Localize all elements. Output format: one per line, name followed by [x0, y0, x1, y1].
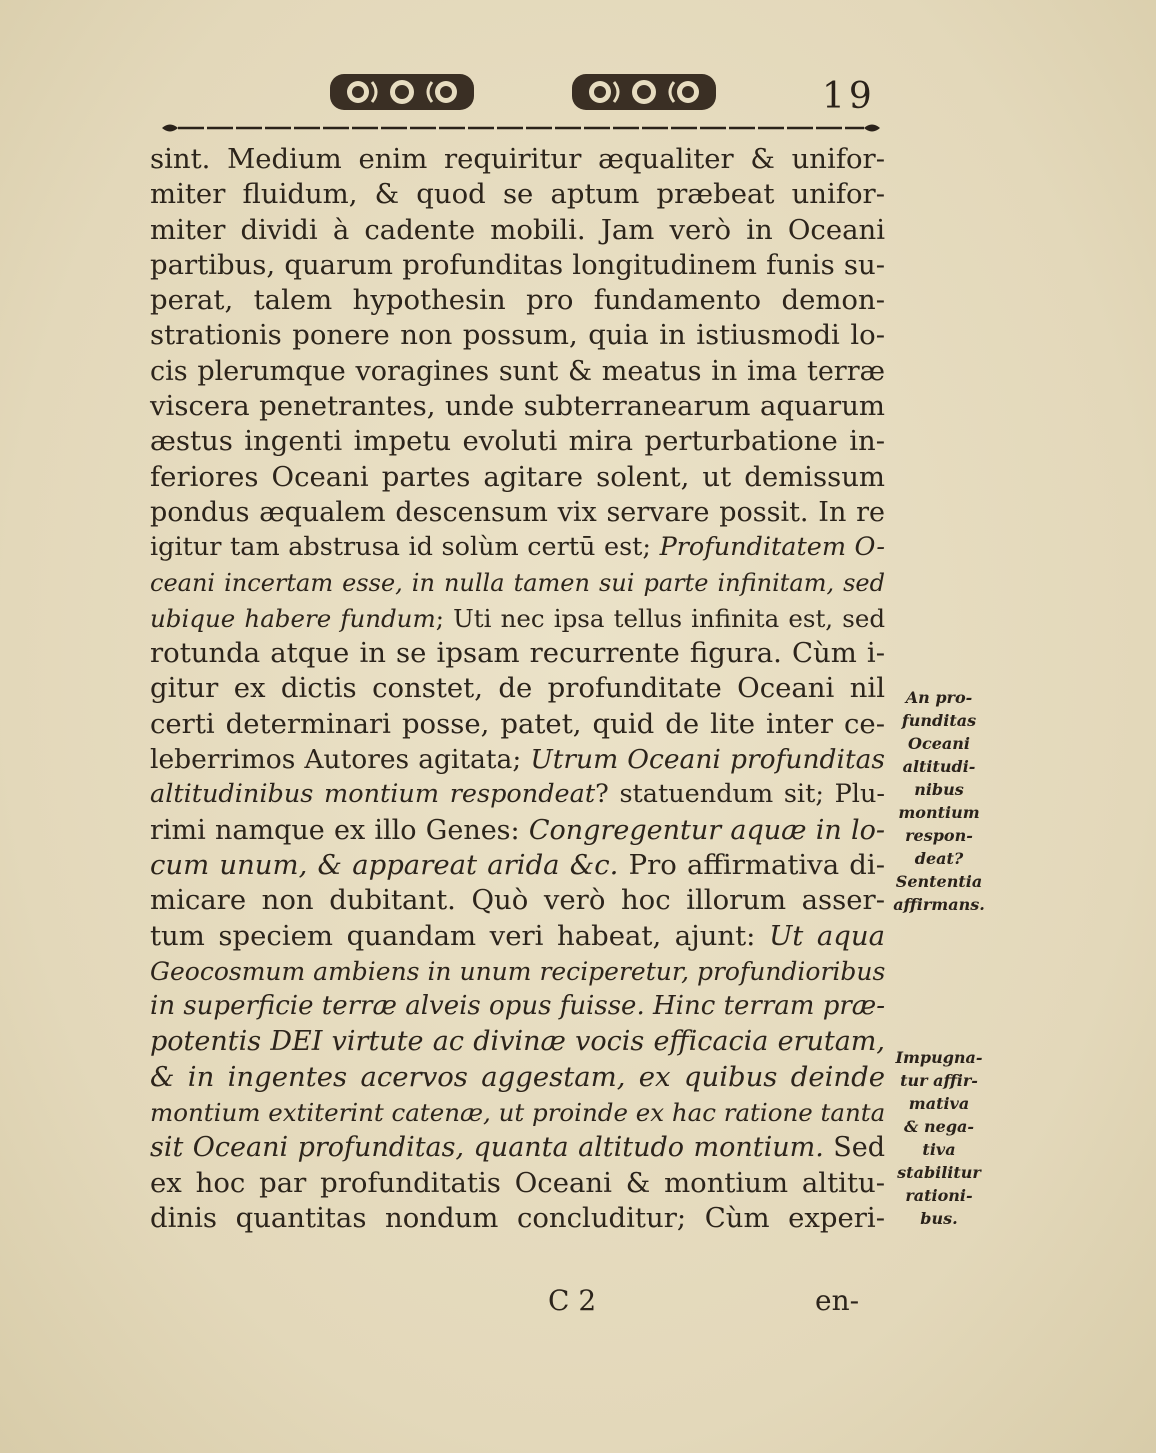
marginal-note-line: affirmans. — [893, 895, 985, 914]
text-line — [150, 424, 885, 459]
italic-text-run: in superficie terræ alveis opus fuisse. Hinc terram præ- — [150, 991, 885, 1022]
marginal-note — [884, 1046, 994, 1230]
italic-text-run: Geocosmum ambiens in unum reciperetur, profundioribus — [150, 956, 886, 986]
text-line — [150, 1095, 885, 1130]
text-run: pondus æqualem descensum vix servare possit. In re — [150, 496, 885, 528]
right-ornament-icon — [570, 68, 718, 116]
text-run: viscera penetrantes, unde subterranearum aquarum — [150, 390, 885, 423]
text-run: strationis ponere non possum, quia in istiusmodi lo- — [150, 319, 885, 352]
text-line — [150, 1130, 885, 1165]
italic-text-run: altitudinibus montium respondeat — [150, 779, 596, 810]
italic-text-run: Congregentur aquæ in lo- — [528, 814, 885, 846]
text-line — [150, 142, 885, 177]
text-run: cis plerumque voragines sunt & meatus in ima terræ — [150, 355, 885, 387]
text-line — [150, 1024, 885, 1059]
text-run: certi determinari posse, patet, quid de lite inter ce- — [150, 707, 885, 740]
text-line — [150, 495, 885, 530]
text-line — [150, 248, 885, 283]
italic-text-run: potentis DEI virtute ac divinæ vocis efficacia erutam, — [150, 1026, 885, 1058]
text-run: ex hoc par profunditatis Oceani & montium altitu- — [150, 1166, 885, 1199]
text-line — [150, 671, 885, 706]
marginal-note-line: An pro- — [905, 688, 973, 707]
text-line — [150, 636, 885, 671]
text-run: leberrimos Autores agitata; — [150, 744, 531, 776]
italic-text-run: ubique habere fundum — [150, 603, 436, 633]
text-run: feriores Oceani partes agitare solent, ut demissum — [150, 460, 885, 493]
text-run: dinis quantitas nondum concluditur; Cùm experi- — [150, 1201, 885, 1234]
italic-text-run: ceani incertam esse, in nulla tamen sui parte infinitam, sed — [150, 568, 885, 597]
text-line — [150, 460, 885, 495]
marginal-note-line: mativa — [908, 1094, 970, 1113]
marginal-note-line: altitudi- — [902, 757, 976, 776]
text-run: micare non dubitant. Quò verò hoc illorum asser- — [150, 884, 885, 917]
text-run: miter fluidum, & quod se aptum præbeat unifor- — [150, 178, 885, 211]
text-run: perat, talem hypothesin pro fundamento demon- — [150, 284, 885, 317]
body-text — [150, 142, 885, 1236]
marginal-note-line: & nega- — [903, 1117, 975, 1136]
text-line — [150, 601, 885, 636]
italic-text-run: montium extiterint catenæ, ut proinde ex hac ratione tanta — [150, 1098, 886, 1128]
text-line — [150, 389, 885, 424]
marginal-note-line: deat? — [914, 849, 964, 868]
text-run: Sed — [823, 1132, 886, 1164]
text-line — [150, 707, 885, 742]
marginal-note-line: bus. — [920, 1209, 958, 1228]
text-line — [150, 318, 885, 353]
text-run: partibus, quarum profunditas longitudinem funis su- — [150, 248, 885, 281]
text-line — [150, 813, 885, 848]
text-run: Pro affirmativa di- — [618, 848, 885, 881]
left-ornament-icon — [328, 68, 476, 116]
italic-text-run: & in ingentes acervos aggestam, ex quibus deinde — [150, 1060, 885, 1093]
marginal-note-line: Oceani — [908, 734, 970, 753]
text-run: gitur ex dictis constet, de profunditate Oceani nil — [150, 672, 885, 705]
text-line — [150, 566, 885, 601]
marginal-note-line: funditas — [901, 711, 977, 730]
text-run: æstus ingenti impetu evoluti mira perturbatione in- — [150, 425, 885, 458]
text-line — [150, 1166, 885, 1201]
marginal-note-line: nibus — [914, 780, 964, 799]
text-run: ; Uti nec ipsa tellus infinita est, sed — [435, 603, 886, 633]
italic-text-run: sit Oceani profunditas, quanta altitudo montium. — [150, 1132, 824, 1164]
text-line — [150, 354, 885, 389]
text-run: ? statuendum sit; Plu- — [595, 779, 886, 810]
marginal-note-line: rationi- — [905, 1186, 973, 1205]
marginal-note-line: respon- — [905, 826, 973, 845]
text-line — [150, 848, 885, 883]
marginal-note — [884, 686, 994, 916]
text-line — [150, 1201, 885, 1236]
italic-text-run: Ut aqua — [769, 919, 885, 952]
marginal-note-line: Impugna- — [895, 1048, 983, 1067]
text-line — [150, 777, 885, 812]
text-run: rimi namque ex illo Genes: — [150, 814, 529, 846]
text-line — [150, 177, 885, 212]
text-line — [150, 530, 885, 565]
page-number: 19 — [822, 76, 876, 117]
marginal-note-line: stabilitur — [897, 1163, 981, 1182]
text-line — [150, 989, 885, 1024]
text-run: rotunda atque in se ipsam recurrente figura. Cùm i- — [150, 637, 885, 670]
italic-text-run: Utrum Oceani profunditas — [530, 744, 885, 776]
text-line — [150, 883, 885, 918]
text-run: tum speciem quandam veri habeat, ajunt: — [150, 919, 770, 952]
text-line — [150, 919, 885, 954]
text-line — [150, 213, 885, 248]
marginal-note-line: tur affir- — [900, 1071, 978, 1090]
text-run: miter dividi à cadente mobili. Jam verò in Oceani — [150, 213, 885, 246]
text-line — [150, 954, 885, 989]
marginal-note-line: Sententia — [895, 872, 983, 891]
header-rule-divider — [160, 120, 882, 136]
italic-text-run: Profunditatem O- — [659, 532, 885, 563]
italic-text-run: cum unum, & appareat arida &c. — [150, 848, 619, 881]
text-run: igitur tam abstrusa id solùm certū est; — [150, 532, 660, 563]
text-run: sint. Medium enim requiritur æqualiter & unifor- — [150, 143, 885, 175]
text-line — [150, 283, 885, 318]
catchword: en- — [815, 1284, 860, 1317]
text-line — [150, 1060, 885, 1095]
text-line — [150, 742, 885, 777]
marginal-note-line: montium — [898, 803, 980, 822]
signature-mark: C 2 — [548, 1284, 597, 1317]
marginal-note-line: tiva — [922, 1140, 956, 1159]
